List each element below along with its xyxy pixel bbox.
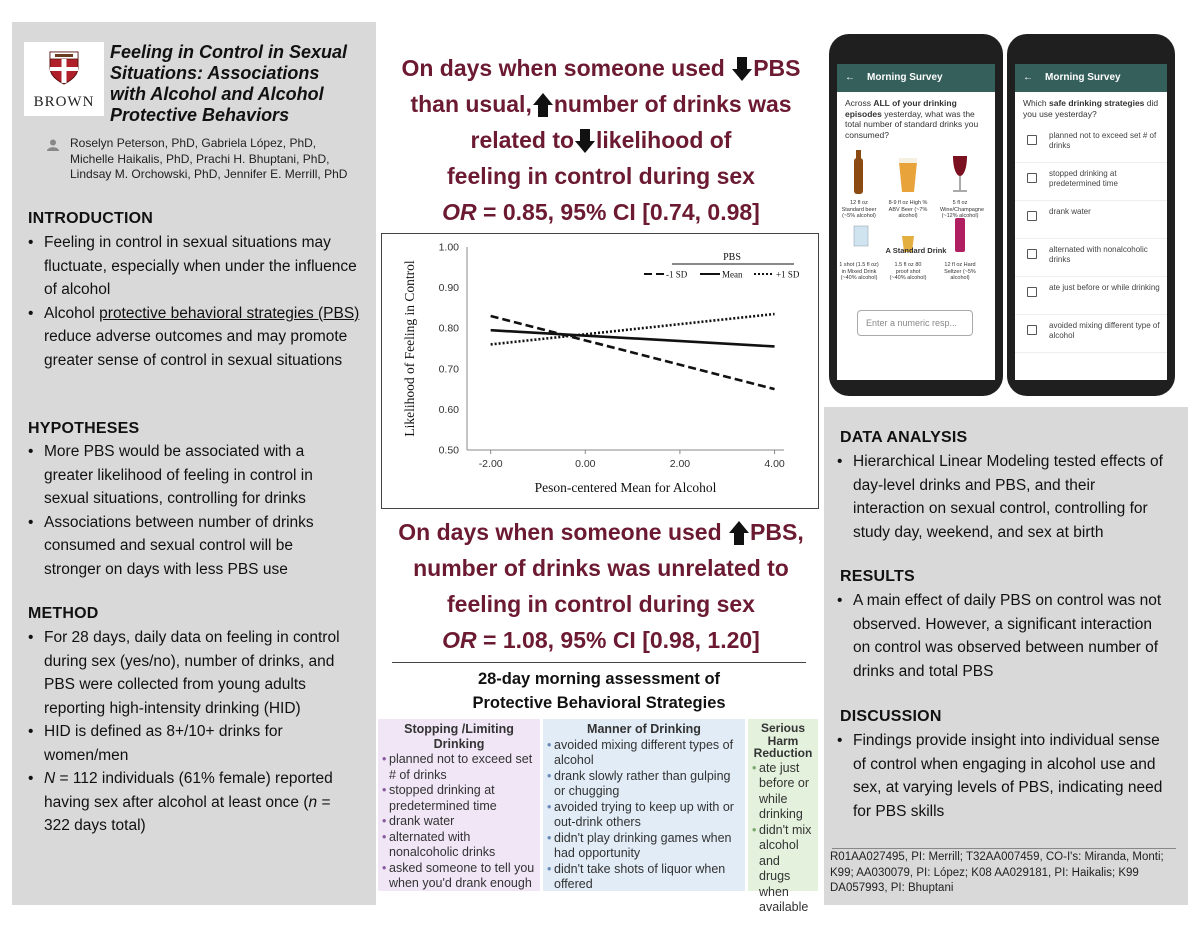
back-arrow-icon[interactable]: ← <box>845 72 855 83</box>
list-item: • didn't mix alcohol and drugs when available <box>752 823 814 916</box>
drink-label: 1.5 fl oz 80 proof shot (~40% alcohol) <box>889 262 927 281</box>
pbs-box-stopping <box>378 719 540 891</box>
arrow-down-icon <box>731 56 753 82</box>
strategy-checkbox[interactable]: drank water <box>1015 201 1167 239</box>
y-tick-label: 0.60 <box>438 403 459 416</box>
legend-label: +1 SD <box>776 269 800 280</box>
poster-title: Feeling in Control in Sexual Situations: Associations with Alcohol and Alcohol Protective Behaviors <box>110 42 348 125</box>
list-item: • More PBS would be associated with a greater likelihood of feeling in control in sexual situations, controlling for drinks <box>28 440 348 511</box>
series-line-1-sd <box>491 316 775 389</box>
drink-label: 12 fl oz Hard Seltzer (~5% alcohol) <box>944 262 976 281</box>
drink-label: 1 shot (1.5 fl oz) in Mixed Drink (~40% alcohol) <box>839 262 879 281</box>
list-item: • ate just before or while drinking <box>752 761 814 823</box>
divider <box>832 848 1176 849</box>
results-heading: RESULTS <box>840 568 915 585</box>
arrow-up-icon <box>532 92 554 118</box>
list-item: • asked someone to tell you when you'd drank enough <box>382 861 536 892</box>
logo-wordmark: BROWN <box>33 94 95 110</box>
series-line-mean <box>491 330 775 346</box>
arrow-up-icon <box>728 520 750 546</box>
app-bar: ← Morning Survey <box>837 64 995 92</box>
y-tick-label: 0.50 <box>438 444 459 457</box>
y-tick-label: 0.70 <box>438 363 459 376</box>
strategy-checkbox[interactable]: ate just before or while drinking <box>1015 277 1167 315</box>
drink-label: 8-9 fl oz High % ABV Beer (~7% alcohol) <box>888 200 928 219</box>
legend-title: PBS <box>723 252 741 263</box>
y-tick-label: 0.80 <box>438 322 459 335</box>
list-item: • didn't take shots of liquor when offered <box>547 862 741 893</box>
grant-info: R01AA027495, PI: Merrill; T32AA007459, CO-I's: Miranda, Monti; K99; AA030079, PI: López; K08 AA029181, PI: Haikalis; K99 DA057993, PI: Bhuptani <box>830 851 1164 894</box>
author-line: Roselyn Peterson, PhD, Gabriela López, PhD, <box>70 136 317 150</box>
hypotheses-heading: HYPOTHESES <box>28 420 140 437</box>
box-heading: Stopping /Limiting Drinking <box>404 722 514 751</box>
author-list <box>70 136 370 183</box>
person-icon <box>46 139 60 151</box>
standard-drinks-graphic <box>841 148 991 298</box>
list-item: • stopped drinking at predetermined time <box>382 783 536 814</box>
arrow-down-icon <box>574 128 596 154</box>
author-line: Michelle Haikalis, PhD, Prachi H. Bhuptani, PhD, <box>70 151 330 166</box>
method-list <box>28 626 354 838</box>
list-item: • avoided trying to keep up with or out-drink others <box>547 800 741 831</box>
list-item: • planned not to exceed set # of drinks <box>382 752 536 783</box>
list-item: • A main effect of daily PBS on control was not observed. However, a significant interaction on control was observed between number of drinks and total PBS <box>837 589 1167 683</box>
strategy-checkbox[interactable]: stopped drinking at predetermined time <box>1015 163 1167 201</box>
series-line-1-sd <box>491 314 775 344</box>
divider <box>392 662 806 663</box>
phone-mockup <box>1007 34 1175 396</box>
survey-question: Which safe drinking strategies did you use yesterday? <box>1023 98 1159 119</box>
list-item: • Associations between number of drinks consumed and sexual control will be stronger on days with less PBS use <box>28 511 348 582</box>
y-axis-label: Likelihood of Feeling in Control <box>402 260 417 437</box>
list-item: • Alcohol protective behavioral strategies (PBS) reduce adverse outcomes and may promote greater sense of control in sexual situations <box>28 302 368 373</box>
phone-screen <box>837 64 995 380</box>
author-line: Lindsay M. Orchowski, PhD, Jennifer E. Merrill, PhD <box>70 167 348 181</box>
strategy-checkbox[interactable]: avoided mixing different type of alcohol <box>1015 315 1167 353</box>
list-item: • For 28 days, daily data on feeling in control during sex (yes/no), number of drinks, and PBS were collected from young adults reporting high-intensity drinking (HID) <box>28 626 354 720</box>
box-heading: Serious Harm Reduction <box>753 721 813 760</box>
introduction-heading: INTRODUCTION <box>28 210 154 227</box>
pbs-box-manner <box>543 719 745 891</box>
list-item: • drank water <box>382 814 536 830</box>
data-analysis-list <box>837 450 1167 544</box>
shield-icon <box>48 50 80 86</box>
drink-label: 12 fl oz Standard beer (~5% alcohol) <box>841 200 877 219</box>
data-analysis-heading: DATA ANALYSIS <box>840 429 968 446</box>
drink-label: 5 fl oz Wine/Champagne (~12% alcohol) <box>940 200 985 219</box>
list-item: • Hierarchical Linear Modeling tested effects of day-level drinks and PBS, and their interaction on sexual control, controlling for study day, weekend, and sex at birth <box>837 450 1167 544</box>
app-bar: ← Morning Survey <box>1015 64 1167 92</box>
introduction-list <box>28 231 368 372</box>
method-heading: METHOD <box>28 605 99 622</box>
brown-logo <box>24 42 104 116</box>
list-item: • avoided mixing different types of alcohol <box>547 738 741 769</box>
list-item: • drank slowly rather than gulping or chugging <box>547 769 741 800</box>
phone-screen <box>1015 64 1167 380</box>
pbs-box-harm <box>748 719 818 914</box>
discussion-list <box>837 729 1167 823</box>
box-heading: Manner of Drinking <box>587 722 701 736</box>
list-item: • didn't play drinking games when had opportunity <box>547 831 741 862</box>
phone-mockup <box>829 34 1003 396</box>
interaction-chart <box>381 233 819 509</box>
discussion-heading: DISCUSSION <box>840 708 942 725</box>
standard-drink-title: A Standard Drink <box>885 246 947 255</box>
list-item: • Feeling in control in sexual situations may fluctuate, especially when under the influence of alcohol <box>28 231 368 302</box>
results-list <box>837 589 1167 683</box>
pbs-term: protective behavioral strategies (PBS) <box>99 304 360 322</box>
list-item: • Findings provide insight into individual sense of control when engaging in alcohol use and sex, at varying levels of PBS, indicating need for PBS skills <box>837 729 1167 823</box>
x-tick-label: 0.00 <box>575 458 596 470</box>
legend-label: Mean <box>722 269 743 280</box>
back-arrow-icon[interactable]: ← <box>1023 72 1033 83</box>
numeric-input[interactable]: Enter a numeric resp... <box>857 310 973 336</box>
x-tick-label: 4.00 <box>764 458 785 470</box>
list-item: • HID is defined as 8+/10+ drinks for women/men <box>28 720 354 767</box>
legend-label: -1 SD <box>666 269 688 280</box>
list-item: • N = 112 individuals (61% female) reported having sex after alcohol at least once (n = 322 days total) <box>28 767 354 838</box>
x-tick-label: 2.00 <box>669 458 691 470</box>
claim-high-pbs: On days when someone used PBS, number of drinks was unrelated to feeling in control during sex OR = 1.08, 95% CI [0.98, 1.20] <box>398 519 804 653</box>
survey-question: Across ALL of your drinking episodes yesterday, what was the total number of standard drinks you consumed? <box>845 98 979 140</box>
y-tick-label: 1.00 <box>438 241 459 254</box>
strategy-checkbox[interactable]: planned not to exceed set # of drinks <box>1015 125 1167 163</box>
hypotheses-list <box>28 440 348 581</box>
x-axis-label: Peson-centered Mean for Alcohol <box>534 480 717 495</box>
strategy-checkbox[interactable]: alternated with nonalcoholic drinks <box>1015 239 1167 277</box>
y-tick-label: 0.90 <box>438 282 459 295</box>
claim-low-pbs: On days when someone used PBS than usual, number of drinks was related to likelihood of feeling in control during sex OR = 0.85, 95% CI [0.74, 0.98] <box>401 55 801 225</box>
x-tick-label: -2.00 <box>478 458 503 470</box>
chart-svg <box>382 234 818 508</box>
list-item: • alternated with nonalcoholic drinks <box>382 830 536 861</box>
assessment-title: 28-day morning assessment of Protective Behavioral Strategies <box>472 670 726 712</box>
